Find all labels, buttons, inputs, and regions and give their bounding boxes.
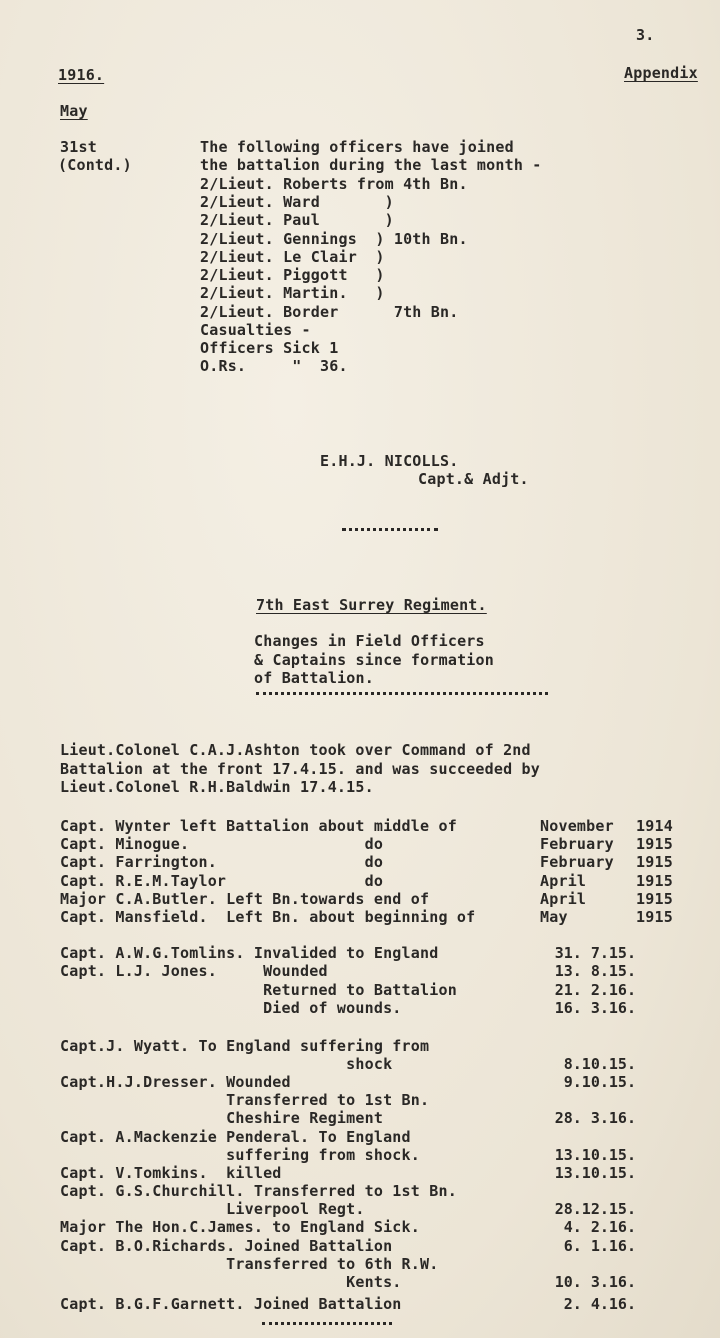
captain-left-month: February	[540, 853, 614, 871]
captain-left-text: Capt. Mansfield. Left Bn. about beginning of	[60, 908, 476, 926]
captain-left-month: April	[540, 890, 587, 908]
section-subtitle: Changes in Field Officers	[254, 632, 485, 650]
officer-entry: 2/Lieut. Martin. )	[200, 284, 385, 302]
change-date: 6. 1.16.	[563, 1237, 636, 1255]
entry-date: 31st	[60, 138, 97, 156]
change-date: 4. 2.16.	[563, 1218, 636, 1236]
change-entry: Capt.H.J.Dresser. Wounded	[60, 1073, 291, 1091]
change-entry: Transferred to 6th R.W.	[60, 1255, 439, 1273]
signature-name: E.H.J. NICOLLS.	[320, 452, 459, 470]
change-date: 9.10.15.	[563, 1073, 636, 1091]
page-number: 3.	[636, 26, 655, 44]
captain-left-text: Major C.A.Butler. Left Bn.towards end of	[60, 890, 430, 908]
change-entry: Cheshire Regiment	[60, 1109, 384, 1127]
captain-left-text: Capt. Minogue. do	[60, 835, 384, 853]
appendix-label: Appendix	[624, 64, 698, 82]
officer-entry: 2/Lieut. Gennings ) 10th Bn.	[200, 230, 468, 248]
change-date: 13.10.15.	[554, 1164, 636, 1182]
captain-left-year: 1915	[636, 890, 673, 908]
casualties-heading: Casualties -	[200, 321, 311, 339]
officers-intro-line: The following officers have joined	[200, 138, 514, 156]
captain-left-text: Capt. Farrington. do	[60, 853, 384, 871]
change-entry: Capt. V.Tomkins. killed	[60, 1164, 282, 1182]
captain-left-month: April	[540, 872, 587, 890]
entry-contd: (Contd.)	[58, 156, 132, 174]
separator-rule	[342, 528, 438, 531]
change-entry: Capt. B.G.F.Garnett. Joined Battalion	[60, 1295, 402, 1313]
casualties-ors: O.Rs. " 36.	[200, 357, 348, 375]
change-entry: Transferred to 1st Bn.	[60, 1091, 430, 1109]
change-date: 13.10.15.	[554, 1146, 636, 1164]
section-subtitle: & Captains since formation	[254, 651, 494, 669]
change-date: 28. 3.16.	[554, 1109, 636, 1127]
captain-left-year: 1915	[636, 908, 673, 926]
officer-entry: 2/Lieut. Border 7th Bn.	[200, 303, 459, 321]
command-line: Battalion at the front 17.4.15. and was succeeded by	[60, 760, 540, 778]
change-entry: Died of wounds.	[60, 999, 402, 1017]
change-entry: Capt. B.O.Richards. Joined Battalion	[60, 1237, 393, 1255]
officers-intro-line: the battalion during the last month -	[200, 156, 542, 174]
signature-rank: Capt.& Adjt.	[418, 470, 529, 488]
officer-entry: 2/Lieut. Piggott )	[200, 266, 385, 284]
captain-left-text: Capt. Wynter left Battalion about middle of	[60, 817, 457, 835]
change-date: 13. 8.15.	[554, 962, 636, 980]
officer-entry: 2/Lieut. Paul )	[200, 211, 394, 229]
change-entry: Capt.J. Wyatt. To England suffering from	[60, 1037, 430, 1055]
change-date: 31. 7.15.	[554, 944, 636, 962]
change-entry: shock	[60, 1055, 393, 1073]
change-entry: Capt. L.J. Jones. Wounded	[60, 962, 328, 980]
change-date: 16. 3.16.	[554, 999, 636, 1017]
officer-entry: 2/Lieut. Le Clair )	[200, 248, 385, 266]
change-entry: suffering from shock.	[60, 1146, 420, 1164]
change-entry: Liverpool Regt.	[60, 1200, 365, 1218]
captain-left-year: 1915	[636, 835, 673, 853]
change-date: 28.12.15.	[554, 1200, 636, 1218]
change-entry: Capt. A.W.G.Tomlins. Invalided to England	[60, 944, 439, 962]
change-entry: Returned to Battalion	[60, 981, 457, 999]
change-entry: Kents.	[60, 1273, 402, 1291]
captain-left-month: February	[540, 835, 614, 853]
section-subtitle: of Battalion.	[254, 669, 374, 687]
section-title: 7th East Surrey Regiment.	[256, 596, 487, 614]
captain-left-text: Capt. R.E.M.Taylor do	[60, 872, 384, 890]
casualties-officers: Officers Sick 1	[200, 339, 339, 357]
section-underline	[256, 692, 548, 695]
closing-rule	[262, 1322, 392, 1325]
captain-left-month: November	[540, 817, 614, 835]
captain-left-year: 1915	[636, 853, 673, 871]
change-date: 10. 3.16.	[554, 1273, 636, 1291]
command-line: Lieut.Colonel R.H.Baldwin 17.4.15.	[60, 778, 374, 796]
change-entry: Capt. A.Mackenzie Penderal. To England	[60, 1128, 411, 1146]
officer-entry: 2/Lieut. Roberts from 4th Bn.	[200, 175, 468, 193]
year-heading: 1916.	[58, 66, 105, 84]
captain-left-year: 1915	[636, 872, 673, 890]
command-line: Lieut.Colonel C.A.J.Ashton took over Command of 2nd	[60, 741, 531, 759]
captain-left-month: May	[540, 908, 568, 926]
captain-left-year: 1914	[636, 817, 673, 835]
change-date: 8.10.15.	[563, 1055, 636, 1073]
change-entry: Major The Hon.C.James. to England Sick.	[60, 1218, 420, 1236]
officer-entry: 2/Lieut. Ward )	[200, 193, 394, 211]
change-entry: Capt. G.S.Churchill. Transferred to 1st Bn.	[60, 1182, 457, 1200]
month-heading: May	[60, 102, 88, 120]
change-date: 21. 2.16.	[554, 981, 636, 999]
change-date: 2. 4.16.	[563, 1295, 636, 1313]
